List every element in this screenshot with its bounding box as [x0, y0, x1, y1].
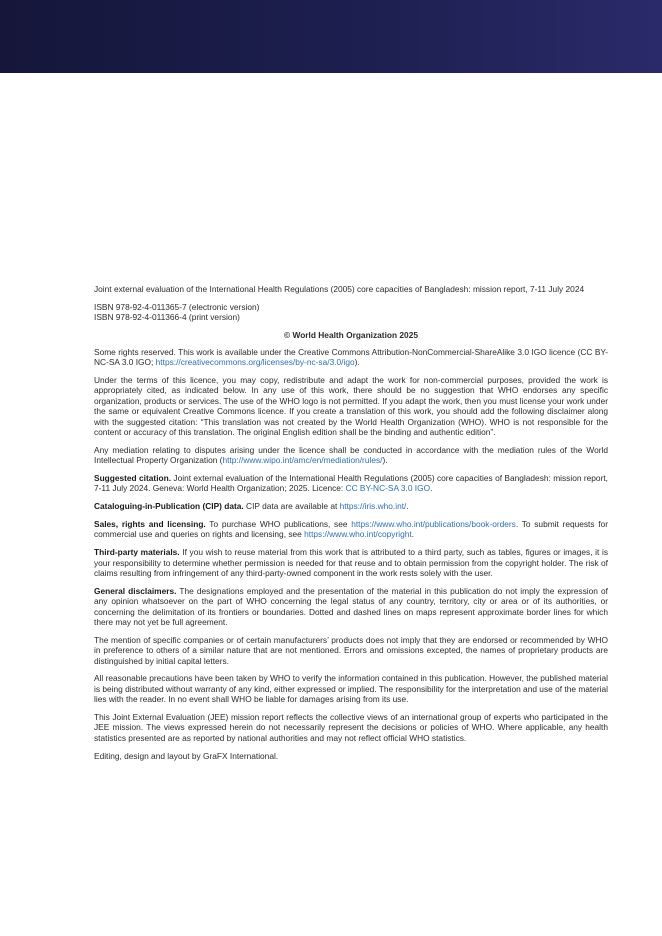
- licence-terms-paragraph: Under the terms of this licence, you may copy, redistribute and adapt the work for non-commercial purposes, provided the work is appropriately cited, as indicated below. In any use of this work, there should be no suggestion that WHO endorses any specific organization, products or services. The use of the WHO logo is not permitted. If you adapt the work, then you must license your work under the same or equivalent Creative Commons licence. If you create a translation of this work, you should add the following disclaimer along with the suggested citation: “This translation was not created by the World Health Organization (WHO). WHO is not responsible for the content or accuracy of this translation. The original English edition shall be the binding and authentic edition”.: [94, 375, 608, 438]
- sales-label: Sales, rights and licensing.: [94, 519, 206, 530]
- sales-end: .: [411, 529, 415, 540]
- precautions-paragraph: All reasonable precautions have been taken by WHO to verify the information contained in this publication. However, the published material is being distributed without warranty of any kind, either expressed or implied. The responsibility for the interpretation and use of the material lies with the reader. In no event shall WHO be liable for damages arising from its use.: [94, 673, 608, 705]
- isbn-block: [94, 302, 608, 323]
- general-label: General disclaimers.: [94, 585, 177, 596]
- general-text: The designations employed and the presentation of the material in this publication do not imply the expression of any opinion whatsoever on the part of WHO concerning the legal status of any country, territory, city or area or of its authorities, or concerning the delimitation of its frontiers or boundaries. Dotted and dashed lines on maps represent approximate border lines for which there may not yet be full agreement.: [94, 585, 608, 628]
- cc-licence-link[interactable]: https://creativecommons.org/licenses/by-nc-sa/3.0/igo: [155, 357, 355, 368]
- citation-licence-link[interactable]: CC BY-NC-SA 3.0 IGO: [345, 483, 431, 494]
- isbn-electronic: ISBN 978-92-4-011365-7 (electronic version): [94, 301, 260, 312]
- report-title: Joint external evaluation of the International Health Regulations (2005) core capacities of Bangladesh: mission report, 7-11 July 2024: [94, 284, 585, 294]
- third-party-label: Third-party materials.: [94, 547, 180, 558]
- third-party-paragraph: [94, 547, 608, 578]
- citation-end: .: [430, 483, 433, 494]
- mediation-paragraph: [94, 445, 608, 466]
- rights-paragraph: [94, 347, 608, 368]
- sales-mid: . To submit requests for commercial use and queries on rights and licensing, see: [94, 519, 608, 540]
- citation-label: Suggested citation.: [94, 473, 172, 484]
- mediation-text: Any mediation relating to disputes arising under the licence shall be conducted in accordance with the mediation rules of the World Intellectual Property Organization (: [94, 444, 608, 466]
- copyright-line: © World Health Organization 2025: [284, 330, 418, 340]
- sales-paragraph: [94, 519, 608, 540]
- iris-link[interactable]: https://iris.who.int/: [339, 501, 407, 512]
- editing-credit: Editing, design and layout by GraFX International.: [94, 750, 279, 761]
- cip-end: .: [406, 501, 409, 512]
- general-disclaimers-paragraph: [94, 586, 608, 628]
- cip-paragraph: [94, 501, 608, 511]
- sales-text: To purchase WHO publications, see: [205, 519, 352, 530]
- rights-text: Some rights reserved. This work is available under the Creative Commons Attribution-NonCommercial-ShareAlike 3.0 IGO licence (CC BY-NC-SA 3.0 IGO;: [94, 346, 608, 368]
- mediation-end: ).: [382, 455, 388, 466]
- header-band: [0, 0, 662, 73]
- citation-paragraph: [94, 473, 608, 494]
- cip-text: CIP data are available at: [243, 501, 340, 512]
- companies-paragraph: The mention of specific companies or of certain manufacturers’ products does not imply that they are endorsed or recommended by WHO in preference to others of a similar nature that are not mentioned. Errors and omissions excepted, the names of proprietary products are distinguished by initial capital letters.: [94, 634, 608, 666]
- jee-views-paragraph: This Joint External Evaluation (JEE) mission report reflects the collective views of an international group of experts who participated in the JEE mission. The views expressed herein do not necessarily represent the decisions or policies of WHO. Where applicable, any health statistics presented are as reported by national authorities and may not reflect official WHO statistics.: [94, 712, 608, 743]
- copyright-link[interactable]: https://www.who.int/copyright: [304, 529, 412, 540]
- third-party-text: If you wish to reuse material from this work that is attributed to a third party, such as tables, figures or images, it is your responsibility to determine whether permission is needed for that reuse and to obtain permission from the copyright holder. The risk of claims resulting from infringement of any third-party-owned component in the work rests solely with the user.: [94, 547, 608, 579]
- copyright-page-body: [94, 284, 608, 768]
- rights-end: ).: [354, 357, 360, 368]
- citation-text: Joint external evaluation of the International Health Regulations (2005) core capacities of Bangladesh: mission report, 7-11 July 2024. Geneva: World Health Organization; 2025. Licence:: [94, 473, 608, 494]
- book-orders-link[interactable]: https://www.who.int/publications/book-orders: [351, 519, 516, 530]
- wipo-mediation-link[interactable]: http://www.wipo.int/amc/en/mediation/rules/: [222, 455, 383, 466]
- cip-label: Cataloguing-in-Publication (CIP) data.: [94, 501, 244, 512]
- isbn-print: ISBN 978-92-4-011366-4 (print version): [94, 312, 240, 323]
